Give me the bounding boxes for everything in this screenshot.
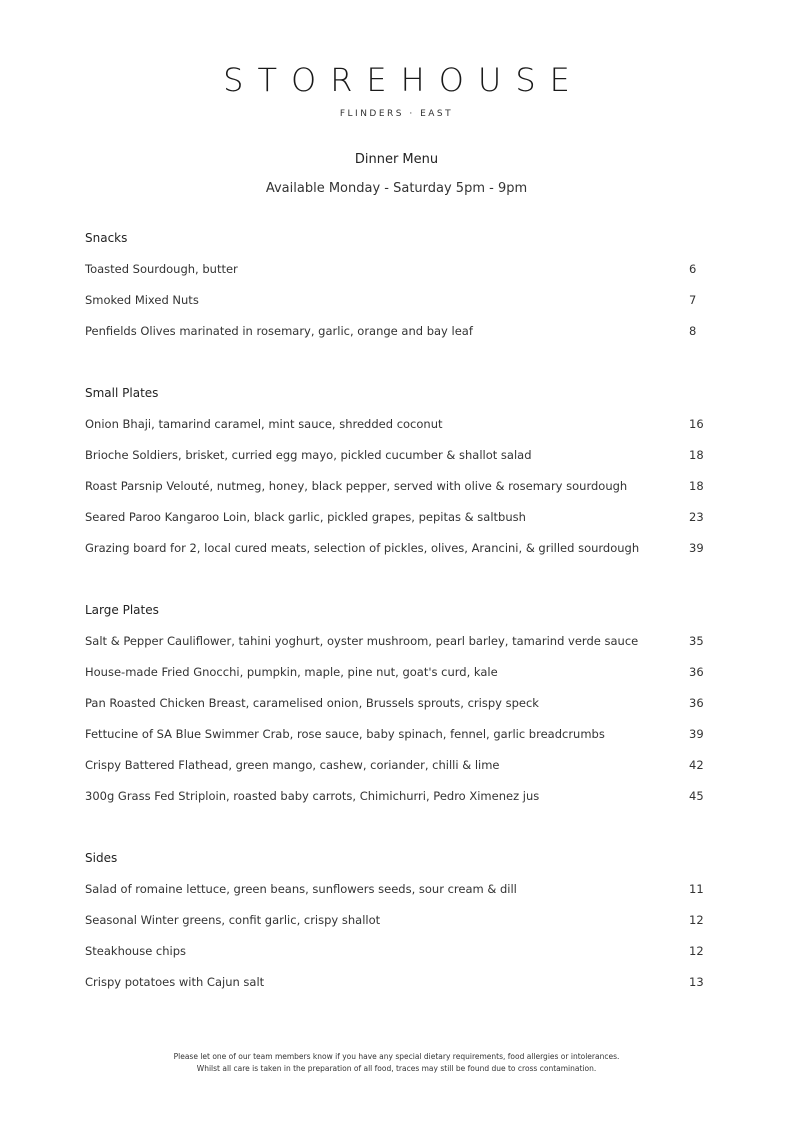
menu-item: [85, 664, 705, 680]
menu-item: [85, 633, 705, 649]
section-heading-sides: Sides: [85, 851, 118, 865]
menu-item-name: Onion Bhaji, tamarind caramel, mint sauce, shredded coconut: [85, 417, 443, 431]
menu-item-name: Penfields Olives marinated in rosemary, garlic, orange and bay leaf: [85, 324, 473, 338]
footer-line-cross-contamination: Whilst all care is taken in the preparation of all food, traces may still be found due to cross contamination.: [196, 1064, 597, 1073]
menu-item-price: 11: [689, 882, 704, 896]
footer-note: [0, 1051, 793, 1075]
logo: STOREHOUSE: [223, 61, 584, 99]
menu-item: [85, 912, 705, 928]
logo-subtitle: FLINDERS · EAST: [339, 109, 454, 119]
menu-item: [85, 881, 705, 897]
menu-item-name: Grazing board for 2, local cured meats, selection of pickles, olives, Arancini, & grilled sourdough: [85, 541, 640, 555]
menu-item: [85, 788, 705, 804]
menu-item-price: 7: [689, 293, 697, 307]
menu-item: [85, 416, 705, 432]
menu-item-name: Crispy Battered Flathead, green mango, cashew, coriander, chilli & lime: [85, 758, 500, 772]
menu-item: [85, 695, 705, 711]
menu-item: [85, 726, 705, 742]
menu-item-price: 13: [689, 975, 704, 989]
section-heading-small-plates: Small Plates: [85, 386, 159, 400]
menu-item-price: 23: [689, 510, 704, 524]
menu-item-price: 39: [689, 541, 704, 555]
menu-title: Dinner Menu: [354, 152, 439, 167]
menu-item-name: Crispy potatoes with Cajun salt: [85, 975, 265, 989]
menu-item: [85, 757, 705, 773]
menu-item: [85, 509, 705, 525]
menu-item-price: 18: [689, 448, 704, 462]
menu-item-price: 36: [689, 696, 704, 710]
menu-item-name: Salad of romaine lettuce, green beans, sunflowers seeds, sour cream & dill: [85, 882, 517, 896]
menu-item-name: Seared Paroo Kangaroo Loin, black garlic, pickled grapes, pepitas & saltbush: [85, 510, 526, 524]
menu-item-name: 300g Grass Fed Striploin, roasted baby carrots, Chimichurri, Pedro Ximenez jus: [85, 789, 540, 803]
menu-item: [85, 540, 705, 556]
section-heading-snacks: Snacks: [85, 231, 128, 245]
menu-item: [85, 974, 705, 990]
menu-item-name: Brioche Soldiers, brisket, curried egg mayo, pickled cucumber & shallot salad: [85, 448, 532, 462]
menu-item-name: Salt & Pepper Cauliflower, tahini yoghurt, oyster mushroom, pearl barley, tamarind verde sauce: [85, 634, 639, 648]
footer-line-dietary: Please let one of our team members know if you have any special dietary requirements, food allergies or intolerances.: [173, 1052, 620, 1061]
menu-item-price: 12: [689, 913, 704, 927]
menu-item-name: Steakhouse chips: [85, 944, 187, 958]
menu-item-price: 16: [689, 417, 704, 431]
menu-item-name: Toasted Sourdough, butter: [85, 262, 238, 276]
menu-item-price: 36: [689, 665, 704, 679]
menu-item-price: 39: [689, 727, 704, 741]
menu-item-price: 45: [689, 789, 704, 803]
menu-item-name: Smoked Mixed Nuts: [85, 293, 199, 307]
menu-item-name: House-made Fried Gnocchi, pumpkin, maple, pine nut, goat's curd, kale: [85, 665, 498, 679]
menu-item: [85, 447, 705, 463]
menu-item: [85, 323, 705, 339]
menu-item-name: Fettucine of SA Blue Swimmer Crab, rose sauce, baby spinach, fennel, garlic breadcrumbs: [85, 727, 605, 741]
menu-availability: Available Monday - Saturday 5pm - 9pm: [265, 181, 528, 196]
menu-item: [85, 943, 705, 959]
menu-item: [85, 261, 705, 277]
menu-item-name: Pan Roasted Chicken Breast, caramelised onion, Brussels sprouts, crispy speck: [85, 696, 539, 710]
section-heading-large-plates: Large Plates: [85, 603, 159, 617]
menu-item-price: 8: [689, 324, 697, 338]
menu-item-name: Seasonal Winter greens, confit garlic, crispy shallot: [85, 913, 381, 927]
menu-item-price: 35: [689, 634, 704, 648]
menu-item-price: 12: [689, 944, 704, 958]
menu-item-price: 42: [689, 758, 704, 772]
menu-item: [85, 478, 705, 494]
menu-item-price: 6: [689, 262, 697, 276]
menu-item-name: Roast Parsnip Velouté, nutmeg, honey, black pepper, served with olive & rosemary sourdough: [85, 479, 628, 493]
menu-item-price: 18: [689, 479, 704, 493]
menu-item: [85, 292, 705, 308]
